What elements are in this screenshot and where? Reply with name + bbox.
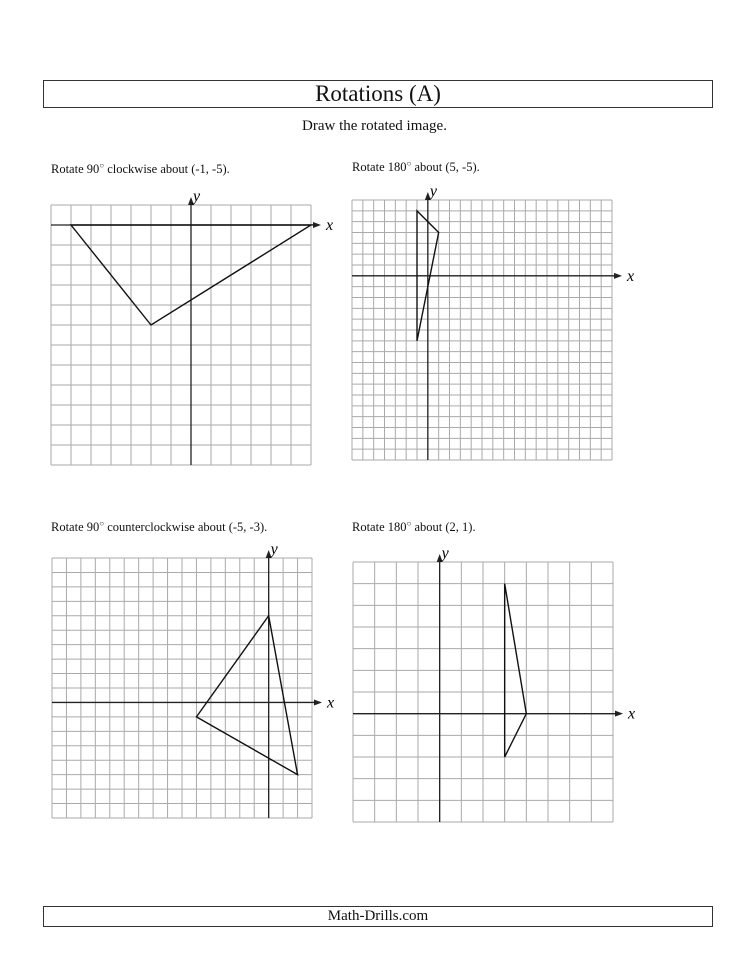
problem-2-label [352,160,480,175]
problem-3-suffix: counterclockwise about (-5, -3). [104,520,268,534]
graph-2 [352,183,635,460]
footer-site: Math-Drills.com [43,906,713,927]
instructions: Draw the rotated image. [302,118,447,134]
x-axis-arrow-icon [314,699,322,705]
problem-3-text: Rotate 90 [51,520,100,534]
degree-symbol: ○ [99,519,105,528]
graph-4 [353,545,636,822]
problem-4-label [352,520,476,535]
triangle-shape [196,616,297,775]
degree-symbol: ○ [406,519,412,528]
x-axis-arrow-icon [614,273,622,279]
x-axis-arrow-icon [615,711,623,717]
graph-3 [52,541,335,818]
x-axis-label: x [628,705,636,723]
problem-3-label [51,520,267,535]
problem-1-suffix: clockwise about (-1, -5). [104,162,230,176]
y-axis-label: y [429,183,437,200]
x-axis-label: x [326,217,334,234]
x-axis-arrow-icon [313,222,321,228]
graph-1 [51,188,334,465]
problem-4-suffix: about (2, 1). [411,520,476,534]
degree-symbol: ○ [99,161,105,170]
y-axis-label: y [441,545,449,562]
x-axis-label: x [327,694,335,712]
problem-2-suffix: about (5, -5). [411,160,480,174]
worksheet-title: Rotations (A) [43,80,713,108]
problem-1-label [51,162,230,177]
problem-4-text: Rotate 180 [352,520,407,534]
x-axis-label: x [627,267,635,285]
y-axis-label: y [193,188,201,205]
y-axis-label: y [270,541,278,558]
degree-symbol: ○ [406,159,412,168]
problem-2-text: Rotate 180 [352,160,407,174]
problem-1-text: Rotate 90 [51,162,100,176]
